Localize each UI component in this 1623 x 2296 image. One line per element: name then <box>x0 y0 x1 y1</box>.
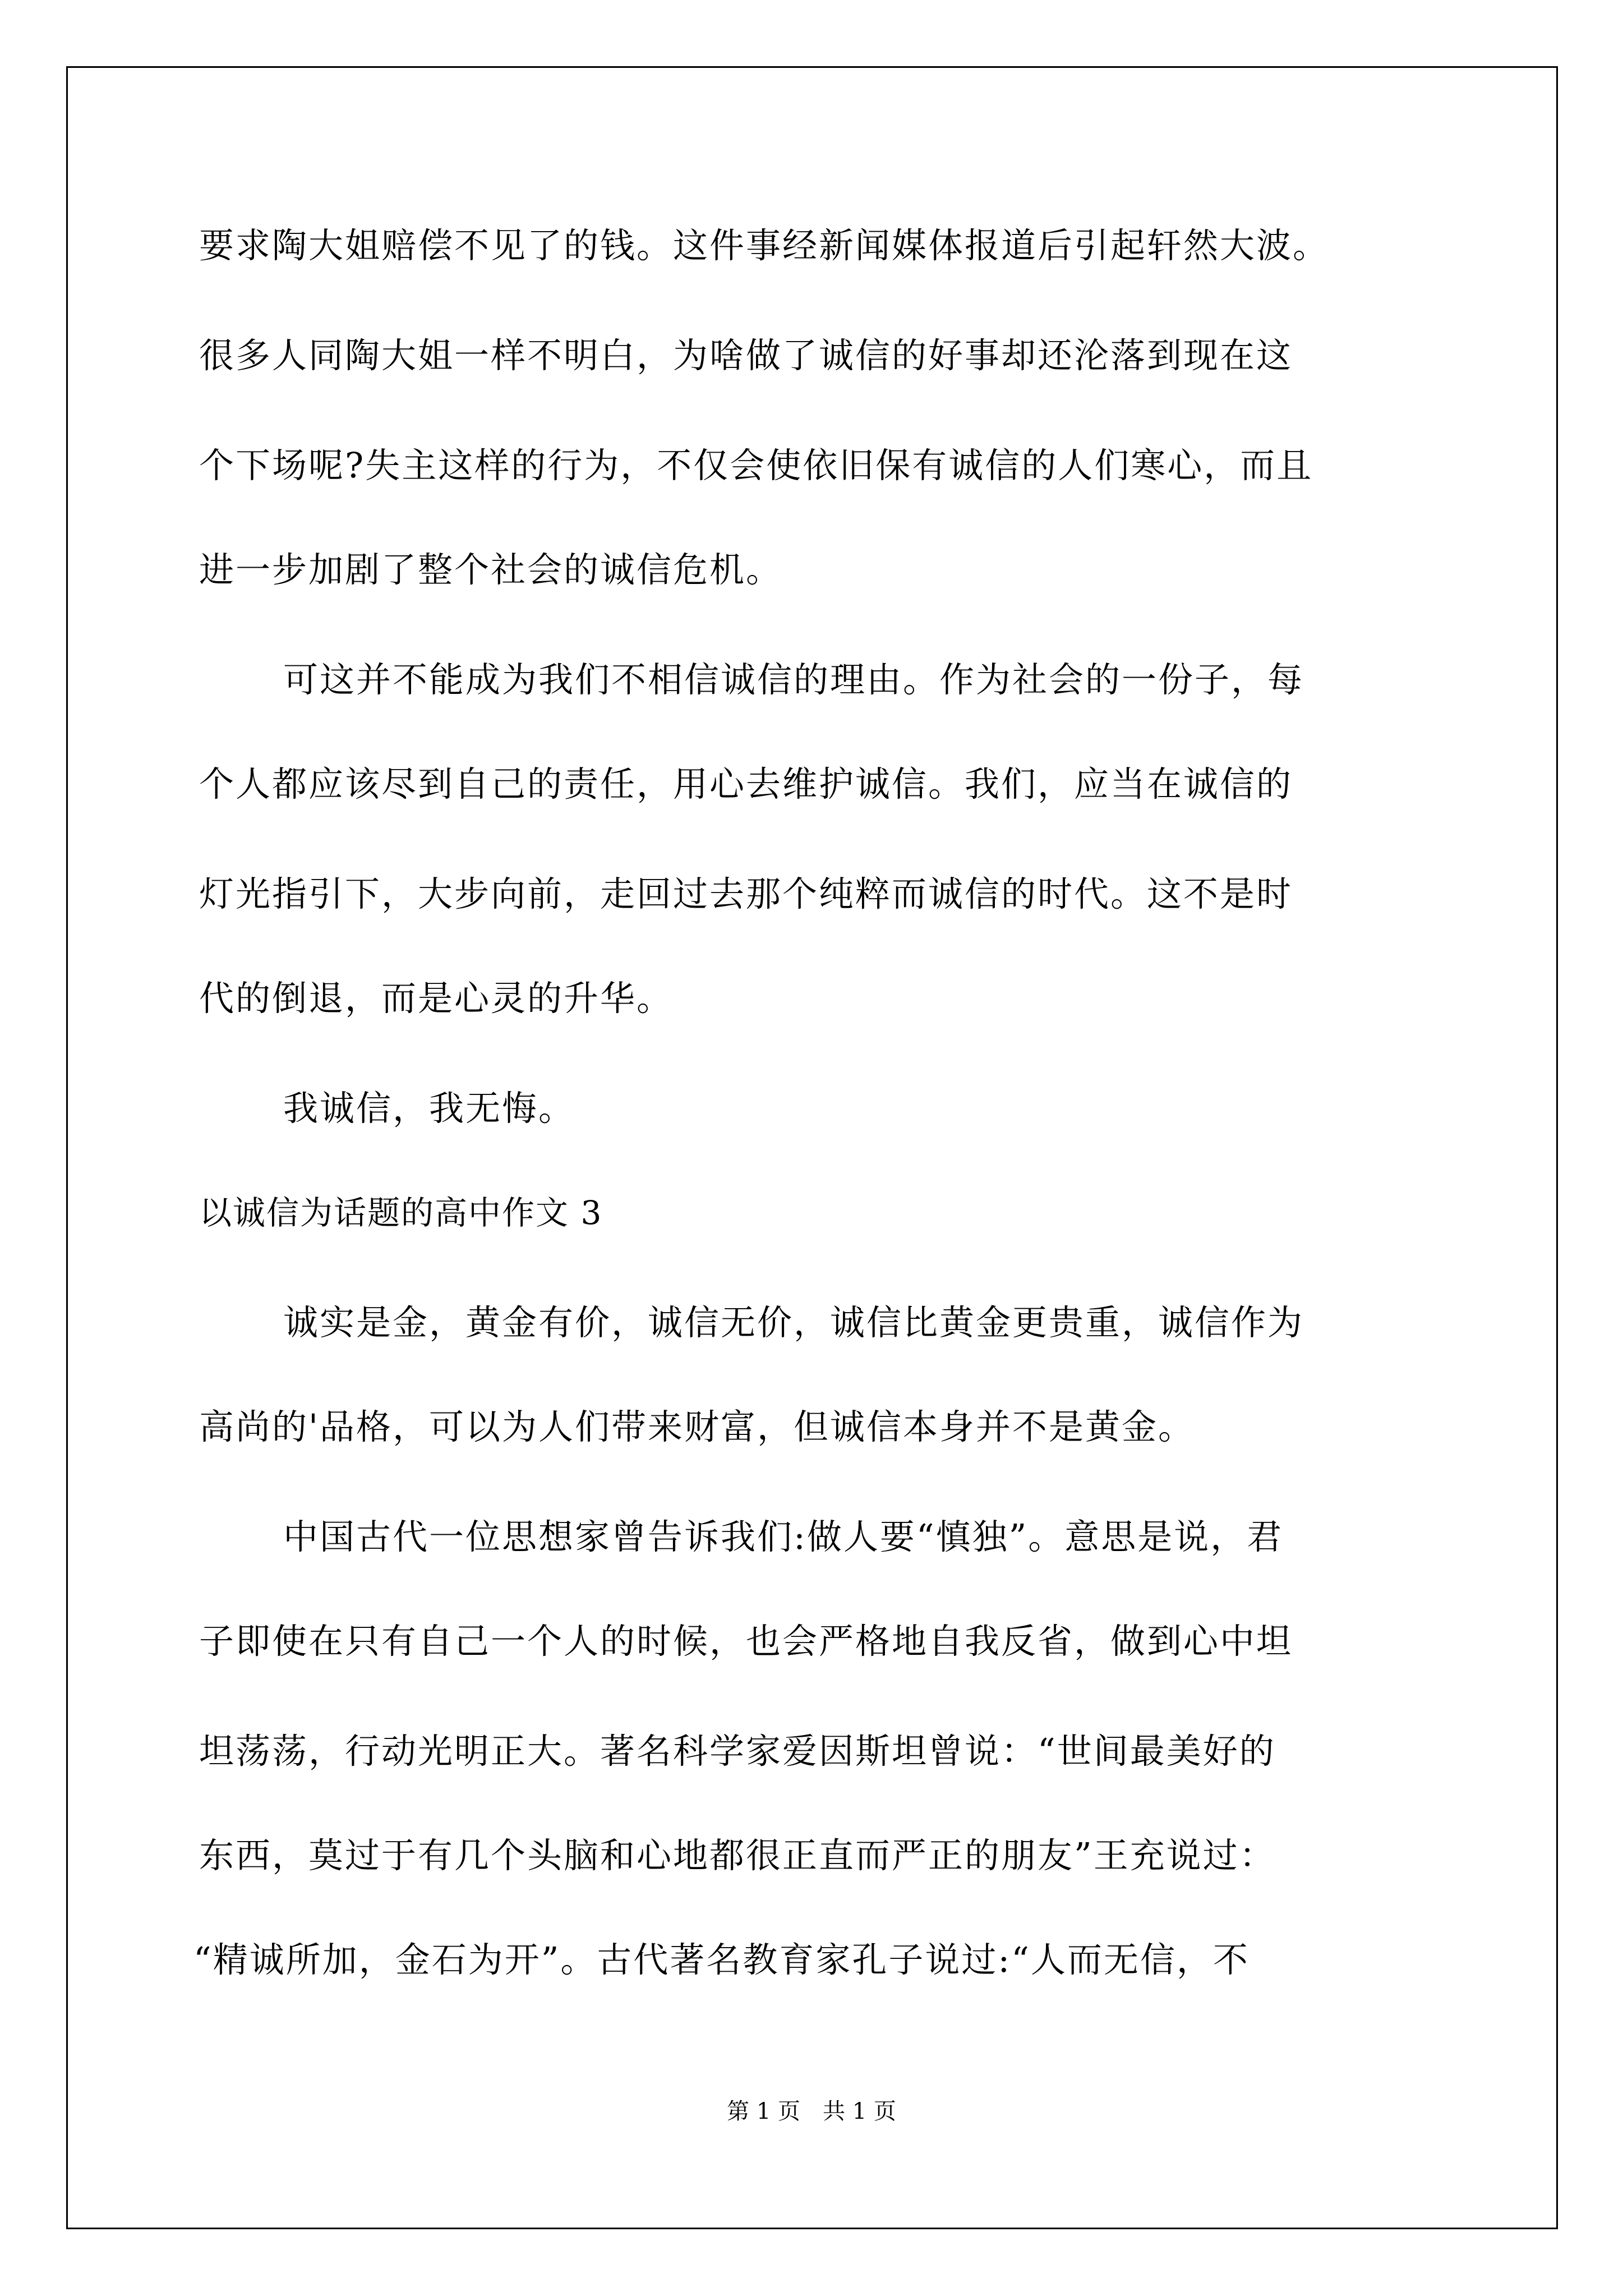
body-line: 代的倒退，而是心灵的升华。 <box>199 978 674 1019</box>
body-line: 我诚信，我无悔。 <box>283 1088 575 1129</box>
body-line: 要求陶大姐赔偿不见了的钱。这件事经新闻媒体报道后引起轩然大波。 <box>199 225 1330 266</box>
page-footer <box>0 2096 1623 2127</box>
body-line: 个下场呢?失主这样的行为，不仅会使依旧保有诚信的人们寒心，而且 <box>199 445 1313 486</box>
page-total: 共 1 页 <box>823 2099 896 2124</box>
body-line: 高尚的'品格，可以为人们带来财富，但诚信本身并不是黄金。 <box>199 1406 1195 1447</box>
body-line: 进一步加剧了整个社会的诚信危机。 <box>199 549 783 590</box>
page-frame <box>66 66 1558 2229</box>
body-line: 可这并不能成为我们不相信诚信的理由。作为社会的一份子，每 <box>283 659 1304 700</box>
body-line: “精诚所加，金石为开”。古代著名教育家孔子说过:“人而无信，不 <box>193 1939 1249 1980</box>
body-line: 诚实是金，黄金有价，诚信无价，诚信比黄金更贵重，诚信作为 <box>283 1302 1304 1343</box>
body-line: 子即使在只有自己一个人的时候，也会严格地自我反省，做到心中坦 <box>199 1621 1293 1662</box>
body-line: 坦荡荡，行动光明正大。著名科学家爱因斯坦曾说：“世间最美好的 <box>199 1731 1276 1772</box>
body-line: 个人都应该尽到自己的责任，用心去维护诚信。我们，应当在诚信的 <box>199 763 1293 804</box>
body-line: 东西，莫过于有几个头脑和心地都很正直而严正的朋友”王充说过： <box>199 1835 1276 1876</box>
body-line: 中国古代一位思想家曾告诉我们:做人要“慎独”。意思是说，君 <box>283 1516 1284 1557</box>
body-line: 灯光指引下，大步向前，走回过去那个纯粹而诚信的时代。这不是时 <box>199 873 1293 914</box>
page-number: 第 1 页 <box>727 2099 800 2124</box>
body-line: 很多人同陶大姐一样不明白，为啥做了诚信的好事却还沦落到现在这 <box>199 335 1293 376</box>
section-title: 以诚信为话题的高中作文 3 <box>199 1194 603 1232</box>
